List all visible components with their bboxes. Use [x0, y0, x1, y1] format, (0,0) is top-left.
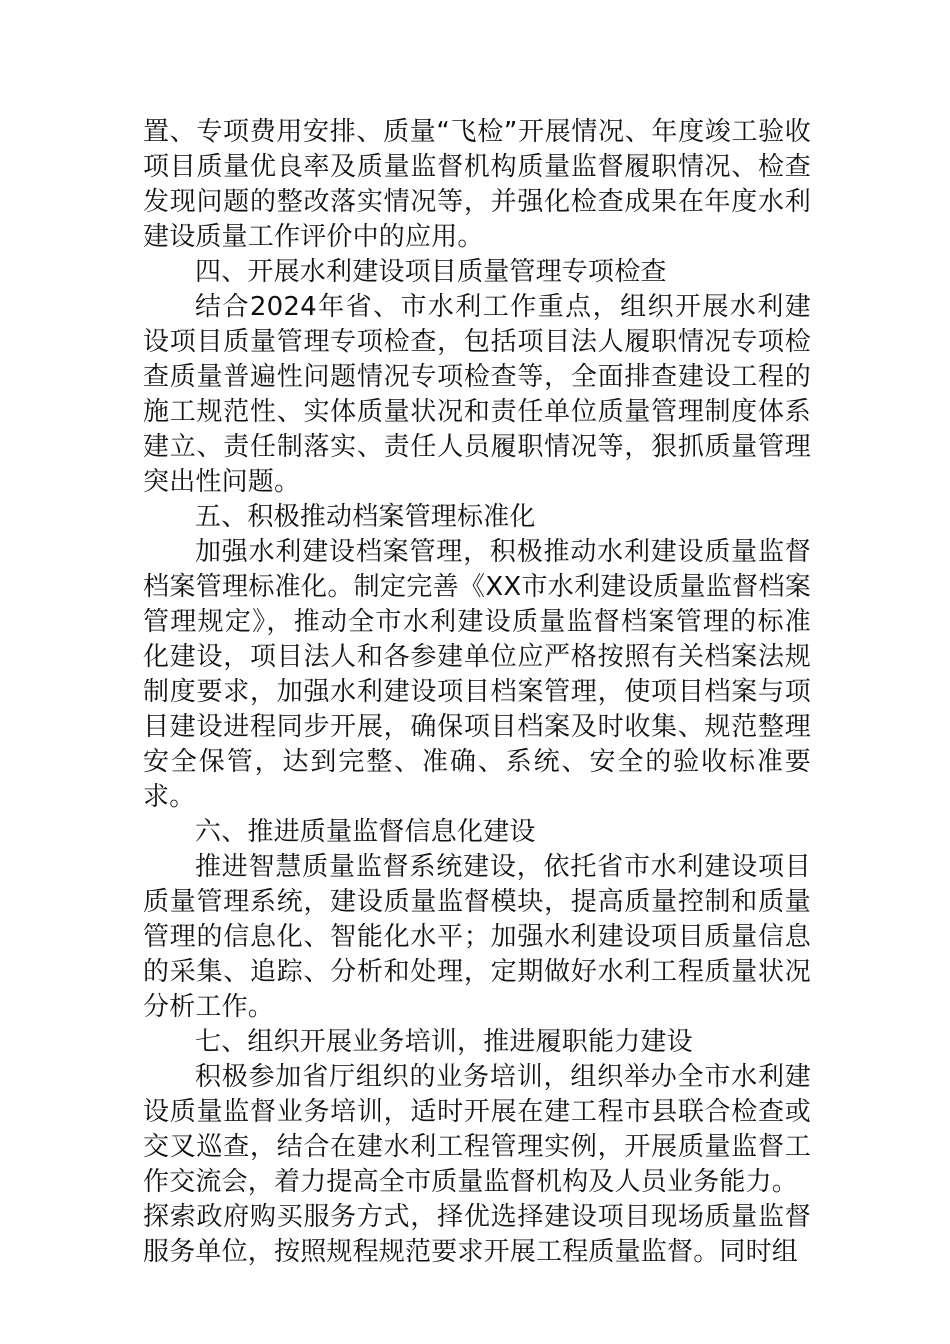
paragraph-section-5: 加强水利建设档案管理，积极推动水利建设质量监督档案管理标准化。制定完善《XX市水利建设质量监督档案管理规定》，推动全市水利建设质量监督档案管理的标准化建设，项目法人和各参建单位应严格按照有关档案法规制度要求，加强水利建设项目档案管理，使项目档案与项目建设进程同步开展，确保项目档案及时收集、规范整理安全保管，达到完整、准确、系统、安全的验收标准要求。: [143, 537, 811, 812]
section-heading-7: 七、组织开展业务培训，推进履职能力建设: [195, 1027, 693, 1057]
paragraph-section-7: 积极参加省厅组织的业务培训，组织举办全市水利建设质量监督业务培训，适时开展在建工程市县联合检查或交叉巡查，结合在建水利工程管理实例，开展质量监督工作交流会，着力提高全市质量监督机构及人员业务能力。: [143, 1062, 811, 1197]
paragraph-section-4: 结合2024年省、市水利工作重点，组织开展水利建设项目质量管理专项检查，包括项目法人履职情况专项检查质量普遍性问题情况专项检查等，全面排查建设工程的施工规范性、实体质量状况和责任单位质量管理制度体系建立、责任制落实、责任人员履职情况等，狠抓质量管理突出性问题。: [143, 292, 811, 497]
section-heading-6: 六、推进质量监督信息化建设: [195, 817, 536, 847]
section-heading-4: 四、开展水利建设项目质量管理专项检查: [195, 257, 667, 287]
paragraph-continuation: 置、专项费用安排、质量“飞检”开展情况、年度竣工验收项目质量优良率及质量监督机构质量监督履职情况、检查发现问题的整改落实情况等，并强化检查成果在年度水利建设质量工作评价中的应用。: [143, 117, 811, 252]
paragraph-section-6: 推进智慧质量监督系统建设，依托省市水利建设项目质量管理系统，建设质量监督模块，提高质量控制和质量管理的信息化、智能化水平；加强水利建设项目质量信息的采集、追踪、分析和处理，定期做好水利工程质量状况分析工作。: [143, 852, 811, 1022]
document-body: [143, 115, 811, 1270]
section-heading-5: 五、积极推动档案管理标准化: [195, 502, 536, 532]
paragraph-section-7-continued: 探索政府购买服务方式，择优选择建设项目现场质量监督服务单位，按照规程规范要求开展工程质量监督。同时组: [143, 1202, 811, 1267]
